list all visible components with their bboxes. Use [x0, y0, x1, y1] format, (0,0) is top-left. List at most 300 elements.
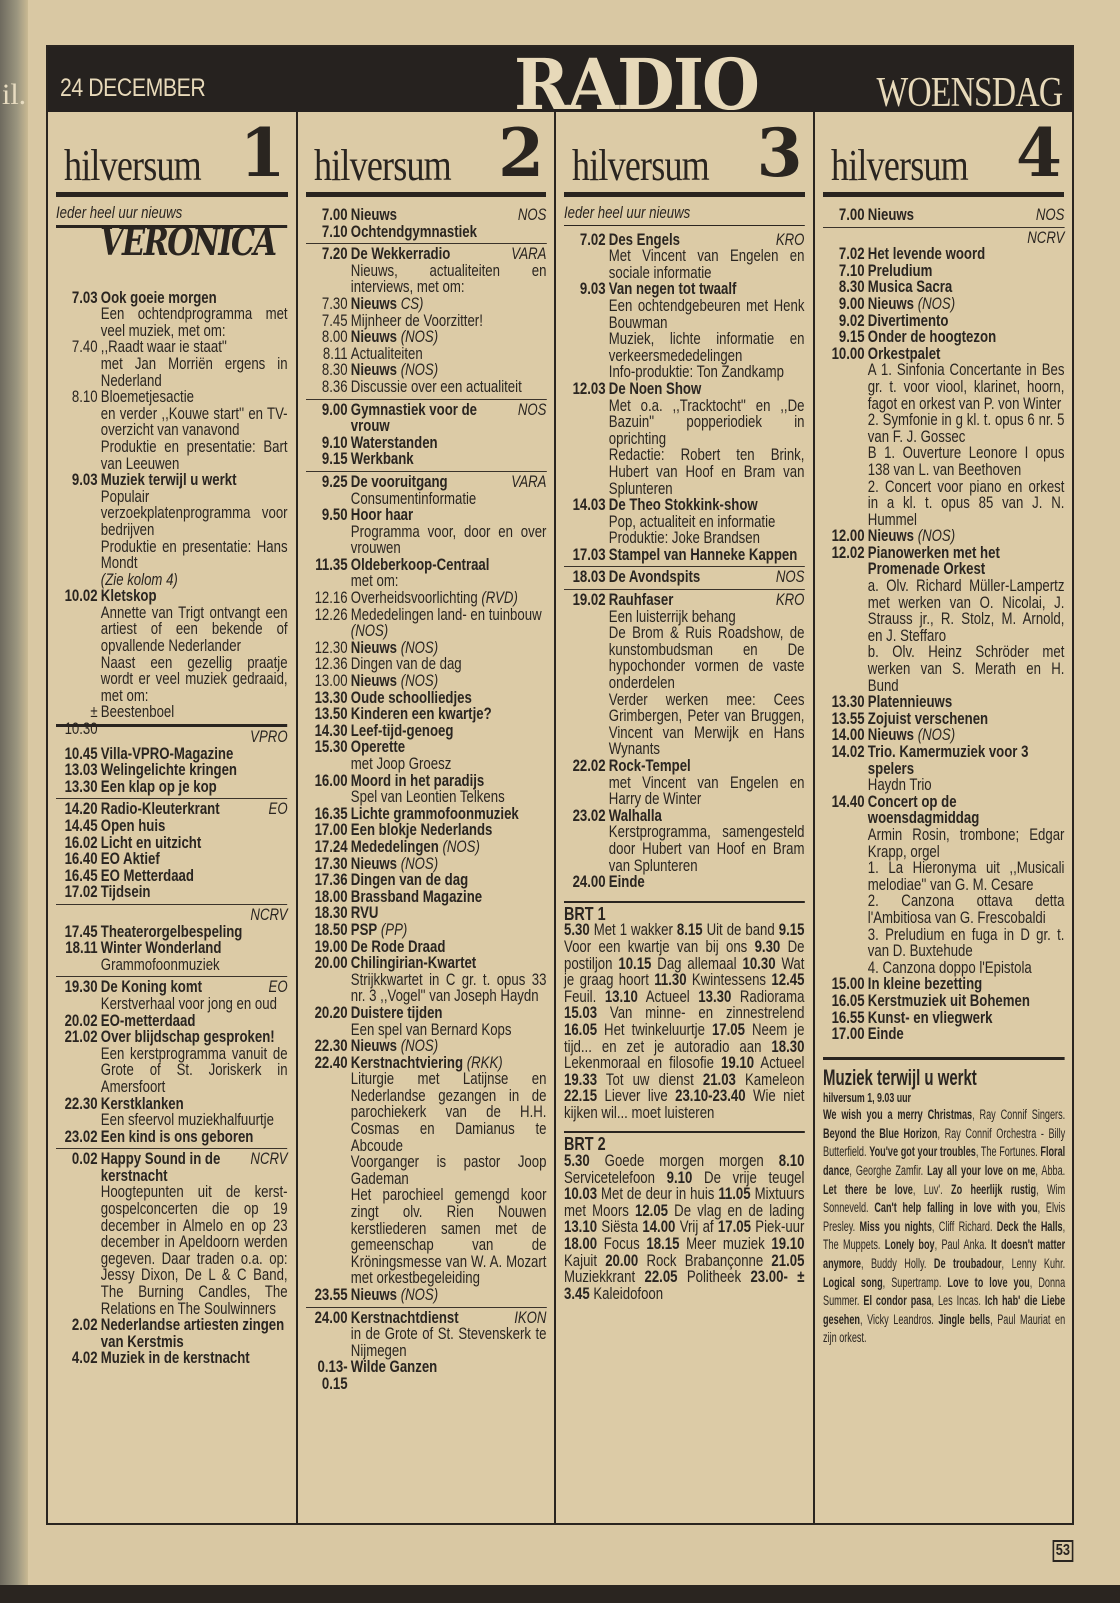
brt-title: Actueel	[760, 1054, 805, 1073]
program-entry	[306, 839, 546, 856]
program-entry	[306, 1055, 546, 1287]
program-time: 9.00	[838, 294, 865, 313]
broadcaster-block	[306, 243, 546, 395]
program-time: 22.30	[314, 1037, 348, 1056]
program-description: Strijkkwartet in C gr. t. opus 33 nr. 3 ,,Vogel'' van Joseph Haydn	[350, 970, 547, 1006]
program-title: Dingen van de dag	[350, 655, 462, 674]
program-body	[101, 884, 288, 901]
program-body	[350, 822, 546, 839]
brt-title: Uit de band	[706, 921, 775, 940]
program-title: Van negen tot twaalf	[608, 280, 737, 299]
song-artist: Paul Mauriat en zijn orkest	[822, 1311, 1065, 1346]
broadcaster-block	[56, 798, 288, 901]
playlist-box-inner	[823, 1066, 1065, 1348]
program-time: 18.03	[572, 568, 606, 587]
station-header	[306, 112, 546, 197]
brt-time: 21.03	[702, 1070, 736, 1089]
program-title: Chilingirian-Kwartet	[350, 954, 476, 973]
program-time: 12.30	[314, 638, 348, 657]
program-time: 20.00	[314, 954, 348, 973]
program-title: Brassband Magazine	[350, 887, 482, 906]
page-number: 53	[1053, 1540, 1074, 1562]
program-time: 18.30	[314, 904, 348, 923]
program-entry	[56, 1350, 288, 1367]
program-title: Licht en uitzicht	[100, 833, 202, 852]
program-time: 18.00	[314, 887, 348, 906]
program-entry	[56, 979, 288, 1012]
program-time: 10.02	[64, 587, 98, 606]
station-header	[823, 112, 1064, 197]
program-body	[101, 1350, 288, 1367]
program-time: 9.10	[321, 433, 348, 452]
program-description: Een kerstprogramma vanuit de Grote of St. Joriskerk in Amersfoort	[100, 1044, 288, 1096]
program-time: 8.11	[322, 344, 348, 363]
program-entry	[564, 232, 804, 282]
program-time: 10.00	[831, 344, 865, 363]
brt-time: 19.10	[771, 1235, 805, 1254]
program-time: 14.02	[831, 743, 865, 761]
program-entry	[306, 313, 546, 330]
brt-title: Politheek	[686, 1268, 742, 1287]
program-title: Overheidsvoorlichting	[350, 589, 478, 608]
program-time: 7.02	[838, 245, 865, 264]
program-body	[350, 806, 546, 823]
program-body	[609, 232, 805, 282]
program-entry	[823, 313, 1064, 330]
program-time: 2.02	[71, 1316, 98, 1335]
broadcaster-label: NCRV	[250, 905, 288, 924]
program-entry	[564, 281, 804, 381]
program-time: 17.03	[572, 545, 606, 564]
program-title: Theaterorgelbespeling	[100, 922, 243, 941]
program-time: 7.40	[71, 338, 98, 357]
program-description: b. Olv. Heinz Schröder met werken van S. Merath en H. Bund	[867, 643, 1064, 695]
brt-schedule	[564, 901, 804, 1122]
song-title: Miss you nights	[859, 1218, 932, 1234]
song-title: Ich hab' die Liebe gesehen	[822, 1293, 1065, 1327]
brt-title: Goede morgen morgen	[604, 1152, 764, 1171]
program-description: Grammofoonmuziek	[100, 955, 220, 974]
broadcaster-label: EO	[268, 978, 288, 997]
program-description: Het parochieel gemengd koor zingt olv. Rien Nouwen kerstliederen samen met de gemeenschap van de Kröningsmesse van W. A. Mozart met orkestbegeleiding	[350, 1186, 547, 1288]
program-list	[48, 197, 296, 1367]
program-body	[867, 794, 1064, 977]
program-title: Gymnastiek voor de vrouw	[350, 400, 477, 436]
program-body	[350, 607, 546, 640]
program-title: Nieuws	[867, 294, 914, 313]
program-time: 17.30	[314, 854, 348, 873]
program-description: Nieuws, actualiteiten en interviews, met om:	[350, 261, 547, 297]
station-number: 1	[239, 114, 286, 192]
program-entry	[306, 507, 546, 557]
playlist-subtitle: hilversum 1, 9.03 uur	[822, 1089, 911, 1105]
program-description: met Joop Groesz	[350, 755, 451, 773]
hourly-news-note: Ieder heel uur nieuws	[564, 205, 804, 226]
brt-time: 11.05	[718, 1185, 751, 1204]
program-broadcaster-note: (RVD)	[481, 589, 518, 608]
program-time: 14.03	[572, 496, 606, 515]
brt-time: 10.03	[564, 1185, 598, 1204]
program-time: 16.05	[831, 991, 865, 1010]
program-title: Duistere tijden	[350, 1003, 443, 1022]
program-description: Met Vincent van Engelen en sociale informatie	[608, 247, 805, 282]
program-time: 15.00	[831, 975, 865, 994]
program-body	[101, 868, 288, 885]
brt-program-run	[564, 1153, 804, 1302]
brt-title: Servicetelefoon	[564, 1168, 656, 1187]
program-time: 7.03	[71, 288, 98, 307]
station-number: 3	[756, 114, 803, 192]
program-entry	[306, 955, 546, 1005]
program-body	[350, 905, 546, 922]
program-title: Walhalla	[608, 806, 662, 825]
song-artist: Cliff Richard	[938, 1218, 990, 1234]
brt-title: Met 1 wakker	[593, 921, 673, 940]
broadcaster-block	[564, 230, 804, 564]
program-body	[867, 744, 1064, 794]
program-title: Einde	[608, 873, 645, 892]
program-title: Nieuws	[350, 361, 397, 380]
program-title: Trio. Kamermuziek voor 3 spelers	[867, 743, 1028, 778]
program-title: Nieuws	[350, 328, 397, 347]
program-body	[101, 472, 288, 588]
station-columns	[48, 112, 1072, 1523]
program-time: 22.30	[64, 1094, 98, 1113]
program-time: 0.13-0.15	[317, 1358, 348, 1393]
program-title: Het levende woord	[867, 245, 985, 264]
program-body	[101, 704, 288, 721]
program-title: Welingelichte kringen	[100, 761, 237, 780]
broadcaster-block	[564, 566, 804, 586]
program-body	[350, 640, 546, 657]
program-entry	[306, 922, 546, 939]
program-entry	[306, 451, 546, 468]
program-list-text	[823, 205, 1064, 1348]
program-description: Armin Rosin, trombone; Edgar Krapp, orgel	[867, 825, 1064, 861]
program-entry	[306, 329, 546, 346]
program-description: met Vincent van Engelen en Harry de Winter	[608, 773, 805, 809]
program-list-text	[306, 205, 547, 1393]
brt-title: Kameleon	[745, 1070, 805, 1089]
program-description: Kerstverhaal voor jong en oud	[100, 994, 277, 1013]
program-time: 17.00	[314, 821, 348, 840]
program-title: De Avondspits	[608, 568, 701, 587]
program-title: Leef-tijd-genoeg	[350, 721, 454, 740]
program-time: 8.10	[71, 388, 98, 407]
program-title: Hoor haar	[350, 506, 413, 525]
program-description: Haydn Trio	[867, 776, 932, 795]
brt-title: Voor een kwartje van bij ons	[564, 937, 748, 956]
program-body	[101, 339, 288, 389]
brt-time: 12.45	[771, 971, 805, 990]
program-title: Muziek in de kerstnacht	[100, 1349, 250, 1368]
program-list-text	[564, 205, 804, 1302]
program-body	[350, 690, 546, 707]
song-artist: The Fortunes	[980, 1144, 1035, 1160]
program-body	[350, 296, 546, 313]
program-description: Een luisterrijk behang	[608, 607, 736, 626]
magazine-spine	[0, 0, 28, 1603]
program-title: Concert op de woensdagmiddag	[867, 792, 979, 828]
brt-time: 11.30	[654, 971, 687, 990]
program-entry	[306, 872, 546, 889]
program-title: Kerstmuziek uit Bohemen	[867, 991, 1030, 1010]
program-entry	[56, 884, 288, 901]
program-entry	[56, 1096, 288, 1129]
program-title: Dingen van de dag	[350, 871, 468, 890]
program-body	[350, 590, 546, 607]
program-entry	[306, 296, 546, 313]
station-name: hilversum	[572, 141, 709, 190]
brt-time: 12.05	[635, 1201, 669, 1220]
station-number: 4	[1016, 114, 1062, 192]
brt-time: 19.10	[721, 1054, 755, 1073]
program-description: en verder ,,Kouwe start'' en TV-overzicht van vanavond	[100, 404, 288, 440]
column-hilversum-1	[48, 112, 298, 1523]
program-title: Open huis	[100, 817, 166, 835]
program-time: 21.02	[64, 1028, 98, 1047]
program-entry	[306, 939, 546, 956]
program-time: 13.55	[831, 709, 865, 728]
program-entry	[564, 592, 804, 758]
brt-title: Neem je tijd... en zet je autoradio aan	[564, 1020, 805, 1056]
program-title: Happy Sound in de kerstnacht	[100, 1150, 221, 1185]
program-body	[867, 545, 1064, 694]
song-artist: Wim Sonneveld	[822, 1181, 1065, 1216]
program-time: 13.30	[831, 693, 865, 712]
station-header	[564, 112, 804, 197]
program-entry	[823, 329, 1064, 346]
program-title: Bloemetjesactie	[100, 388, 194, 407]
program-title: Divertimento	[867, 311, 949, 330]
program-body	[350, 1359, 546, 1376]
program-entry	[306, 739, 546, 772]
program-time: 14.00	[831, 726, 865, 745]
program-title: Nieuws	[350, 1037, 397, 1056]
program-time: 13.00	[314, 672, 348, 691]
program-entry	[56, 339, 288, 389]
program-description: Een ochtendgebeuren met Henk Bouwman	[608, 296, 805, 332]
program-description: Een sfeervol muziekhalfuurtje	[100, 1111, 274, 1130]
program-entry	[306, 435, 546, 452]
program-title: Muziek terwijl u werkt	[100, 471, 237, 490]
brt-station-name: BRT 2	[564, 1134, 606, 1155]
program-list	[298, 197, 554, 1393]
program-time: ± 10.30	[64, 703, 98, 739]
program-title: Over blijdschap gesproken!	[100, 1028, 275, 1047]
broadcaster-block	[823, 205, 1064, 224]
broadcaster-block	[564, 589, 804, 891]
program-time: 9.25	[321, 472, 348, 491]
program-body	[101, 779, 288, 796]
program-entry	[306, 706, 546, 723]
program-title: Beestenboel	[100, 703, 175, 722]
program-time: 9.15	[321, 450, 348, 469]
broadcaster-block	[56, 904, 288, 973]
program-title: Een klap op je kop	[100, 777, 217, 796]
song-artist: Les Incas	[937, 1293, 978, 1309]
brt-time: 22.15	[564, 1087, 598, 1106]
song-title: We wish you a merry Christmas	[822, 1107, 972, 1123]
program-entry	[306, 474, 546, 507]
brt-title: Muziekkrant	[564, 1268, 636, 1287]
brt-title: Vrij af	[679, 1218, 714, 1237]
program-body	[609, 569, 805, 586]
song-title: Floral dance	[822, 1144, 1065, 1179]
brt-time: 9.30	[754, 937, 781, 956]
program-title: Nederlandse artiesten zingen van Kerstmis	[100, 1316, 285, 1351]
song-title: El condor pasa	[862, 1293, 932, 1309]
program-time: 7.20	[321, 245, 348, 264]
program-broadcaster-note: (NOS)	[400, 672, 438, 691]
program-title: In kleine bezetting	[867, 975, 982, 994]
program-title: Preludium	[867, 261, 932, 280]
program-time: 12.36	[314, 655, 348, 674]
program-time: 20.20	[314, 1003, 348, 1022]
broadcaster-label: VARA	[510, 472, 547, 491]
program-time: 7.00	[321, 206, 348, 224]
program-entry	[56, 588, 288, 704]
column-hilversum-3	[556, 112, 814, 1523]
program-time: 8.00	[321, 328, 348, 347]
veronica-logo: VERONICA	[100, 218, 276, 264]
program-broadcaster-note: CS)	[400, 294, 424, 313]
program-entry	[56, 762, 288, 779]
program-description: Info-produktie: Ton Zandkamp	[608, 363, 784, 382]
program-title: Mededelingen land- en tuinbouw	[350, 605, 542, 624]
broadcaster-label: NOS	[1035, 206, 1064, 224]
song-title: De troubadour	[933, 1256, 1002, 1272]
program-description: Muziek, lichte informatie en verkeersmededelingen	[608, 330, 805, 365]
program-entry	[823, 545, 1064, 694]
program-time: 19.02	[572, 591, 606, 610]
program-time: 22.02	[572, 757, 606, 775]
program-entry	[823, 346, 1064, 529]
program-description: 2. Symfonie in g kl. t. opus 6 nr. 5 van F. J. Gossec	[867, 411, 1064, 446]
program-description: Een ochtendprogramma met veel muziek, met om:	[100, 305, 288, 340]
program-body	[101, 1013, 288, 1030]
program-time: 12.26	[314, 605, 348, 624]
broadcaster-label: EO	[268, 800, 288, 819]
song-artist: Buddy Holly	[870, 1256, 924, 1272]
program-time: 23.55	[314, 1286, 348, 1304]
brt-time: 16.05	[564, 1020, 598, 1039]
playlist-body: We wish you a merry Christmas, Ray Connif Singers. Beyond the Blue Horizon, Ray Connif Orchestra - Billy Butterfield. You've got your troubles, The Fortunes. Floral dance, Georghe Zamfir. Lay all your love on me, Abba. Let there be love, Luv'. Zo heerlijk rustig, Wim Sonneveld. Can't help falling in love with you, Elvis Presley. Miss you nights, Cliff Richard. Deck the Halls, The Muppets. Lonely boy, Paul Anka. It doesn't matter anymore, Buddy Holly. De troubadour, Lenny Kuhr. Logical song, Supertramp. Love to love you, Donna Summer. El condor pasa, Les Incas. Ich hab' die Liebe gesehen, Vicky Leandros. Jingle bells, Paul Mauriat en zijn orkest.	[822, 1107, 1065, 1346]
brt-time: 22.05	[644, 1268, 678, 1287]
song-artist: Ray Connif Orchestra - Billy Butterfield	[822, 1125, 1065, 1160]
program-title: Pianowerken met het Promenade Orkest	[867, 543, 1000, 579]
program-entry	[823, 993, 1064, 1010]
program-body	[350, 922, 546, 939]
program-description: Annette van Trigt ontvangt een artiest of een bekende of opvallende Nederlander	[100, 603, 288, 656]
brt-time: 8.15	[676, 921, 703, 940]
program-title: Nieuws	[350, 854, 397, 873]
program-time: 14.20	[64, 800, 98, 819]
program-entry	[306, 856, 546, 873]
program-entry	[56, 868, 288, 885]
brt-time: 18.15	[646, 1235, 680, 1254]
program-broadcaster-note: (NOS)	[442, 837, 480, 856]
brt-title: De vrije teugel	[704, 1168, 805, 1187]
program-entry	[306, 1038, 546, 1055]
program-body	[101, 1129, 288, 1146]
program-body	[350, 872, 546, 889]
program-entry	[306, 557, 546, 590]
brt-title: Mixtuurs met Moors	[564, 1185, 805, 1220]
program-broadcaster-note: (NOS)	[400, 328, 438, 347]
program-title: Kunst- en vliegwerk	[867, 1008, 993, 1027]
program-title: Mededelingen	[350, 837, 439, 856]
program-body	[101, 762, 288, 779]
program-description: Liturgie met Latijnse en Nederlandse gezangen in de parochiekerk van de H.H. Cosmas en Damianus te Abcoude	[350, 1070, 547, 1155]
program-body	[867, 727, 1064, 744]
program-time: 7.30	[321, 294, 348, 313]
program-description: A 1. Sinfonia Concertante in Bes gr. t. voor viool, klarinet, hoorn, fagot en orkest van P. von Winter	[867, 361, 1064, 413]
broadcaster-label: NCRV	[250, 1150, 288, 1169]
program-time: 18.50	[314, 920, 348, 939]
program-body	[867, 528, 1064, 545]
program-body	[350, 773, 546, 806]
program-time: 17.02	[64, 883, 98, 902]
program-time: 9.02	[838, 311, 865, 330]
broadcaster-label: VPRO	[250, 728, 288, 747]
brt-time: 10.30	[742, 954, 776, 973]
broadcaster-block	[56, 976, 288, 1145]
program-description: Spel van Leontien Telkens	[350, 788, 505, 807]
program-entry	[306, 806, 546, 823]
playlist-box	[823, 1057, 1064, 1348]
program-entry	[306, 1358, 546, 1393]
program-entry	[823, 279, 1064, 296]
program-broadcaster-note: (NOS)	[917, 527, 955, 546]
program-body	[867, 993, 1064, 1010]
program-entry	[56, 1317, 288, 1350]
program-title: De Koning komt	[100, 978, 202, 997]
program-entry	[306, 224, 546, 241]
program-entry	[306, 889, 546, 906]
program-entry	[823, 296, 1064, 313]
program-title: Kerstklanken	[100, 1094, 184, 1113]
program-body	[350, 435, 546, 452]
program-description: Produktie en presentatie: Hans Mondt	[100, 537, 288, 573]
brt-time: 23.00- ± 3.45	[564, 1268, 805, 1303]
brt-title: Het twinkeluurtje	[604, 1020, 705, 1039]
program-broadcaster-note: (RKK)	[466, 1053, 503, 1072]
program-time: 7.10	[321, 222, 348, 241]
header-date: 24 DECEMBER	[60, 74, 206, 102]
program-entry	[306, 590, 546, 607]
program-body	[350, 1287, 546, 1304]
header-title: RADIO	[514, 43, 759, 126]
program-body	[350, 1005, 546, 1038]
program-time: 12.00	[831, 527, 865, 546]
program-time: 12.16	[314, 589, 348, 608]
program-time: 16.55	[831, 1008, 865, 1027]
broadcaster-block	[306, 399, 546, 468]
program-time: 11.35	[314, 555, 348, 574]
brt-time: 14.00	[642, 1218, 676, 1237]
program-broadcaster-note: (NOS)	[350, 622, 388, 641]
program-body	[350, 656, 546, 673]
radio-guide-page	[46, 45, 1074, 1525]
program-entry	[823, 207, 1064, 224]
program-entry	[306, 656, 546, 673]
brt-title: Radiorama	[739, 987, 805, 1006]
program-body	[867, 246, 1064, 263]
column-hilversum-4	[815, 112, 1072, 1523]
program-body	[350, 329, 546, 346]
brt-time: 18.00	[564, 1235, 598, 1254]
